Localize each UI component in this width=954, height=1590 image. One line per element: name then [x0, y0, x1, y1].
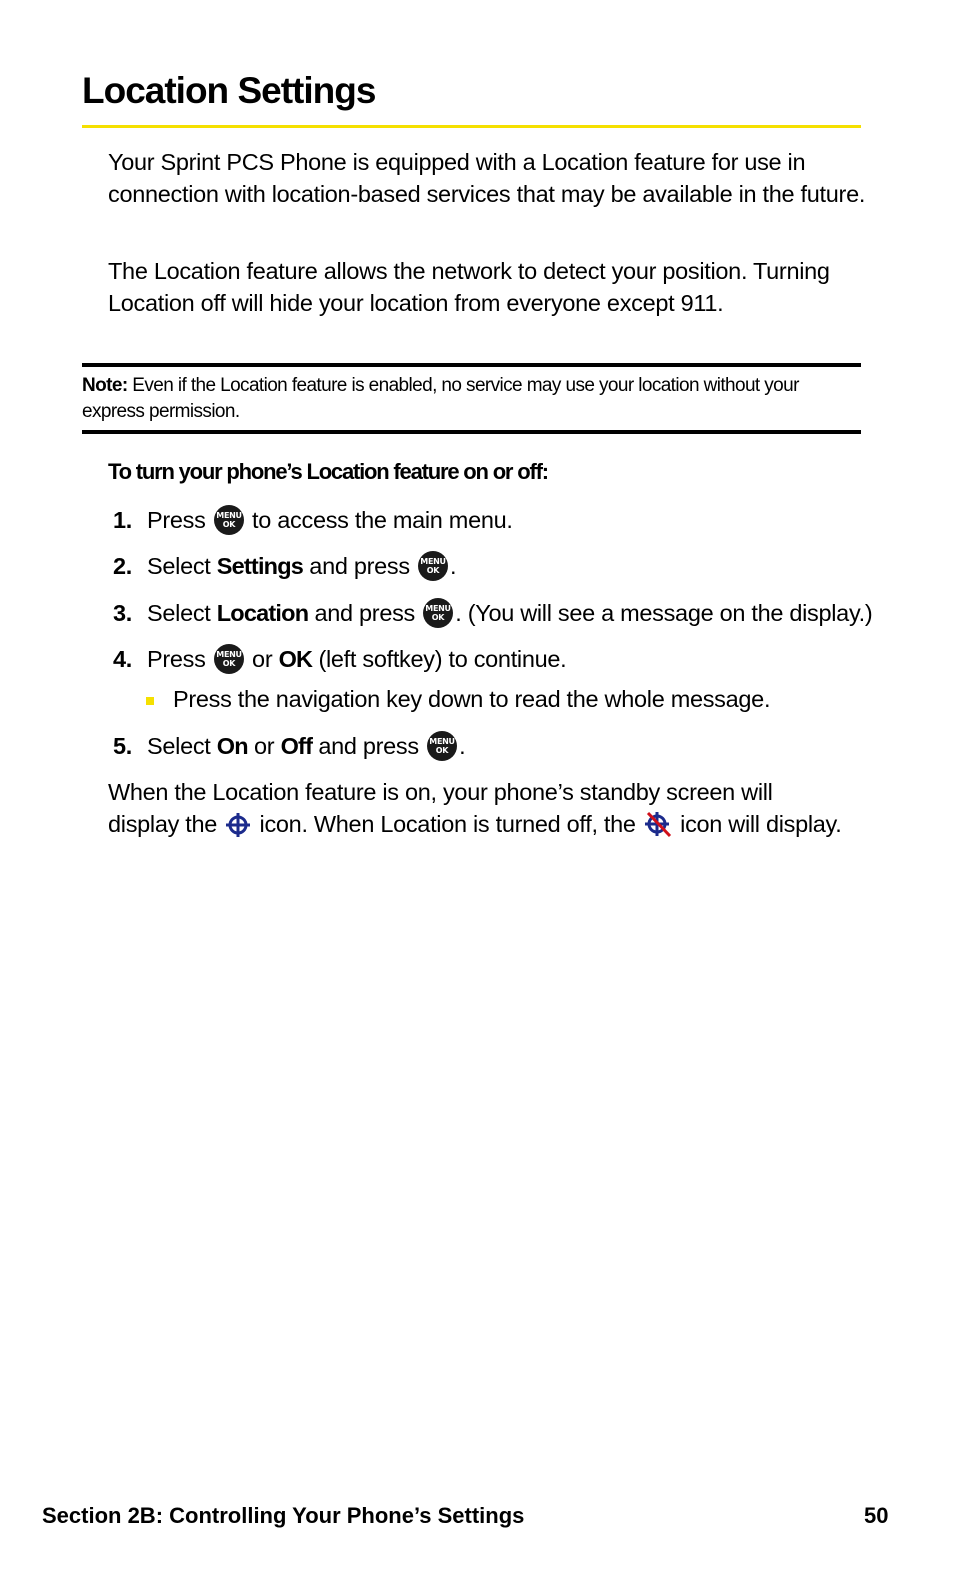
footer-section-title: Section 2B: Controlling Your Phone’s Settings [42, 1503, 525, 1528]
step-text: or [252, 646, 273, 672]
bullet-marker [146, 697, 154, 705]
step-text: . [450, 553, 457, 579]
menu-ok-key-icon [427, 731, 457, 761]
menu-key-bottom-label: OK [432, 613, 445, 622]
menu-key-bottom-label: OK [222, 659, 236, 668]
note-box [82, 363, 861, 434]
page-number: 50 [864, 1503, 889, 1528]
menu-key-top-label: MENU [429, 737, 455, 746]
step-text: . (You will see a message on the display.) [455, 600, 873, 626]
step-number: 3. [113, 600, 132, 626]
step-4 [113, 644, 873, 674]
menu-key-top-label: MENU [420, 557, 446, 566]
step-number: 2. [113, 553, 132, 579]
step-text: Press [147, 646, 206, 672]
step-2 [113, 551, 873, 581]
step-5 [113, 731, 873, 761]
sub-bullet-text: Press the navigation key down to read the whole message. [173, 686, 771, 712]
note-text [82, 373, 861, 425]
step-number: 1. [113, 507, 132, 533]
outro-line-1: When the Location feature is on, your phone’s standby screen will [108, 779, 773, 805]
step-text: Press [147, 507, 206, 533]
outro-text: display the [108, 811, 218, 837]
step-keyword: Off [280, 733, 313, 759]
step-text: to access the main menu. [252, 507, 513, 533]
step-keyword: Location [216, 600, 309, 626]
menu-ok-key-icon [214, 644, 244, 674]
step-text: (left softkey) to continue. [318, 646, 567, 672]
page-title: Location Settings [82, 70, 376, 111]
step-keyword: OK [278, 646, 313, 672]
step-text: and press [309, 553, 410, 579]
step-keyword: On [216, 733, 248, 759]
step-text: and press [318, 733, 419, 759]
step-text: . [459, 733, 466, 759]
location-off-icon [644, 810, 672, 846]
step-text: Select [147, 553, 211, 579]
menu-ok-key-icon [418, 551, 448, 581]
step-1 [113, 505, 873, 535]
step-text: or [254, 733, 275, 759]
step-text: and press [314, 600, 416, 626]
title-underline [82, 125, 861, 128]
note-label: Note: [82, 375, 128, 396]
menu-key-top-label: MENU [425, 604, 451, 613]
menu-key-bottom-label: OK [435, 746, 449, 755]
intro-paragraph-2: The Location feature allows the network to detect your position. Turning Location off will hide your location from everyone except 911. [108, 258, 830, 316]
intro-paragraph-1: Your Sprint PCS Phone is equipped with a Location feature for use in connection with location-based services that may be available in the future. [108, 149, 866, 207]
menu-ok-key-icon [214, 505, 244, 535]
location-on-icon [225, 812, 251, 846]
outro-text: icon will display. [680, 811, 842, 837]
outro-text: icon. When Location is turned off, the [259, 811, 636, 837]
step-text: Select [147, 733, 211, 759]
menu-key-top-label: MENU [216, 511, 242, 520]
note-body: Even if the Location feature is enabled, no service may use your location without your express permission. [82, 375, 799, 422]
step-keyword: Settings [216, 553, 304, 579]
menu-key-bottom-label: OK [426, 566, 440, 575]
menu-ok-key-icon [423, 598, 453, 628]
step-number: 4. [113, 646, 132, 672]
outro-paragraph [108, 776, 908, 846]
step-3 [113, 598, 873, 628]
step-text: Select [147, 600, 211, 626]
menu-key-top-label: MENU [216, 650, 242, 659]
menu-key-bottom-label: OK [222, 520, 236, 529]
instructions-lead: To turn your phone’s Location feature on or off: [108, 459, 548, 484]
step-number: 5. [113, 733, 132, 759]
